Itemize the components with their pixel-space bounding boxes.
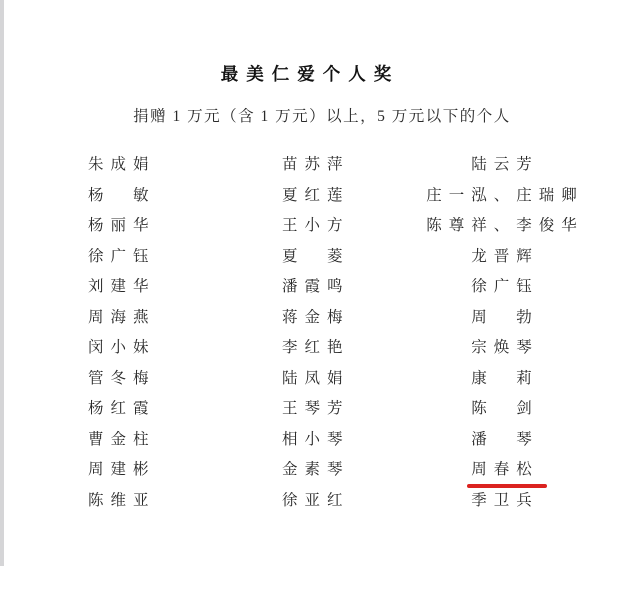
- page-subtitle: 捐赠 1 万元（含 1 万元）以上，5 万元以下的个人: [133, 108, 511, 125]
- donor-name: 宗焕琴: [471, 339, 539, 356]
- donor-name: 杨 敏: [88, 186, 156, 204]
- donor-name: 陆云芳: [471, 156, 539, 173]
- donor-name: 王琴芳: [282, 400, 350, 417]
- donor-name: 王小方: [282, 217, 350, 234]
- donor-name-column-1: [88, 150, 156, 516]
- donor-name: 金素琴: [282, 461, 350, 478]
- donor-name-pair: 庄一泓、庄瑞卿: [426, 186, 584, 204]
- donor-name: 周海燕: [88, 308, 156, 326]
- donor-name: 陆凤娟: [282, 369, 350, 387]
- donor-name: 苗苏萍: [282, 156, 350, 173]
- donor-name: 杨丽华: [88, 217, 156, 234]
- donor-name: 夏 菱: [282, 247, 350, 265]
- donor-name: 夏红莲: [282, 186, 350, 204]
- donor-name: 陈维亚: [88, 491, 156, 509]
- donor-name-column-3: [390, 150, 620, 516]
- donor-name: 相小琴: [282, 430, 350, 448]
- donor-name: 杨红霞: [88, 400, 156, 417]
- donor-name: 李红艳: [282, 339, 350, 356]
- donor-name: 闵小妹: [88, 339, 156, 356]
- donor-name: 朱成娟: [88, 156, 156, 173]
- donor-name: 徐广钰: [88, 247, 156, 265]
- page-title: 最美仁爱个人奖: [220, 64, 400, 84]
- donor-name: 徐亚红: [282, 491, 350, 509]
- donor-name: 刘建华: [88, 278, 156, 295]
- donor-name-pair: 陈尊祥、李俊华: [426, 217, 584, 234]
- donor-name: 康 莉: [471, 369, 539, 387]
- donor-name: 周建彬: [88, 461, 156, 478]
- donor-name: 潘霞鸣: [282, 278, 350, 295]
- red-underline-annotation: [467, 484, 547, 488]
- donor-name-column-2: [282, 150, 350, 516]
- donor-name: 蒋金梅: [282, 308, 350, 326]
- donor-name: 徐广钰: [471, 278, 539, 295]
- donor-name: 周 勃: [471, 308, 539, 326]
- donor-name: 周春松: [471, 461, 539, 478]
- donor-name: 曹金柱: [88, 430, 156, 448]
- donor-name-highlighted: [390, 455, 620, 486]
- donor-name: 潘 琴: [471, 430, 539, 448]
- donor-name: 龙晋辉: [471, 247, 539, 265]
- donor-name: 管冬梅: [88, 369, 156, 387]
- donor-name: 陈 剑: [471, 400, 539, 417]
- donor-name: 季卫兵: [471, 491, 539, 509]
